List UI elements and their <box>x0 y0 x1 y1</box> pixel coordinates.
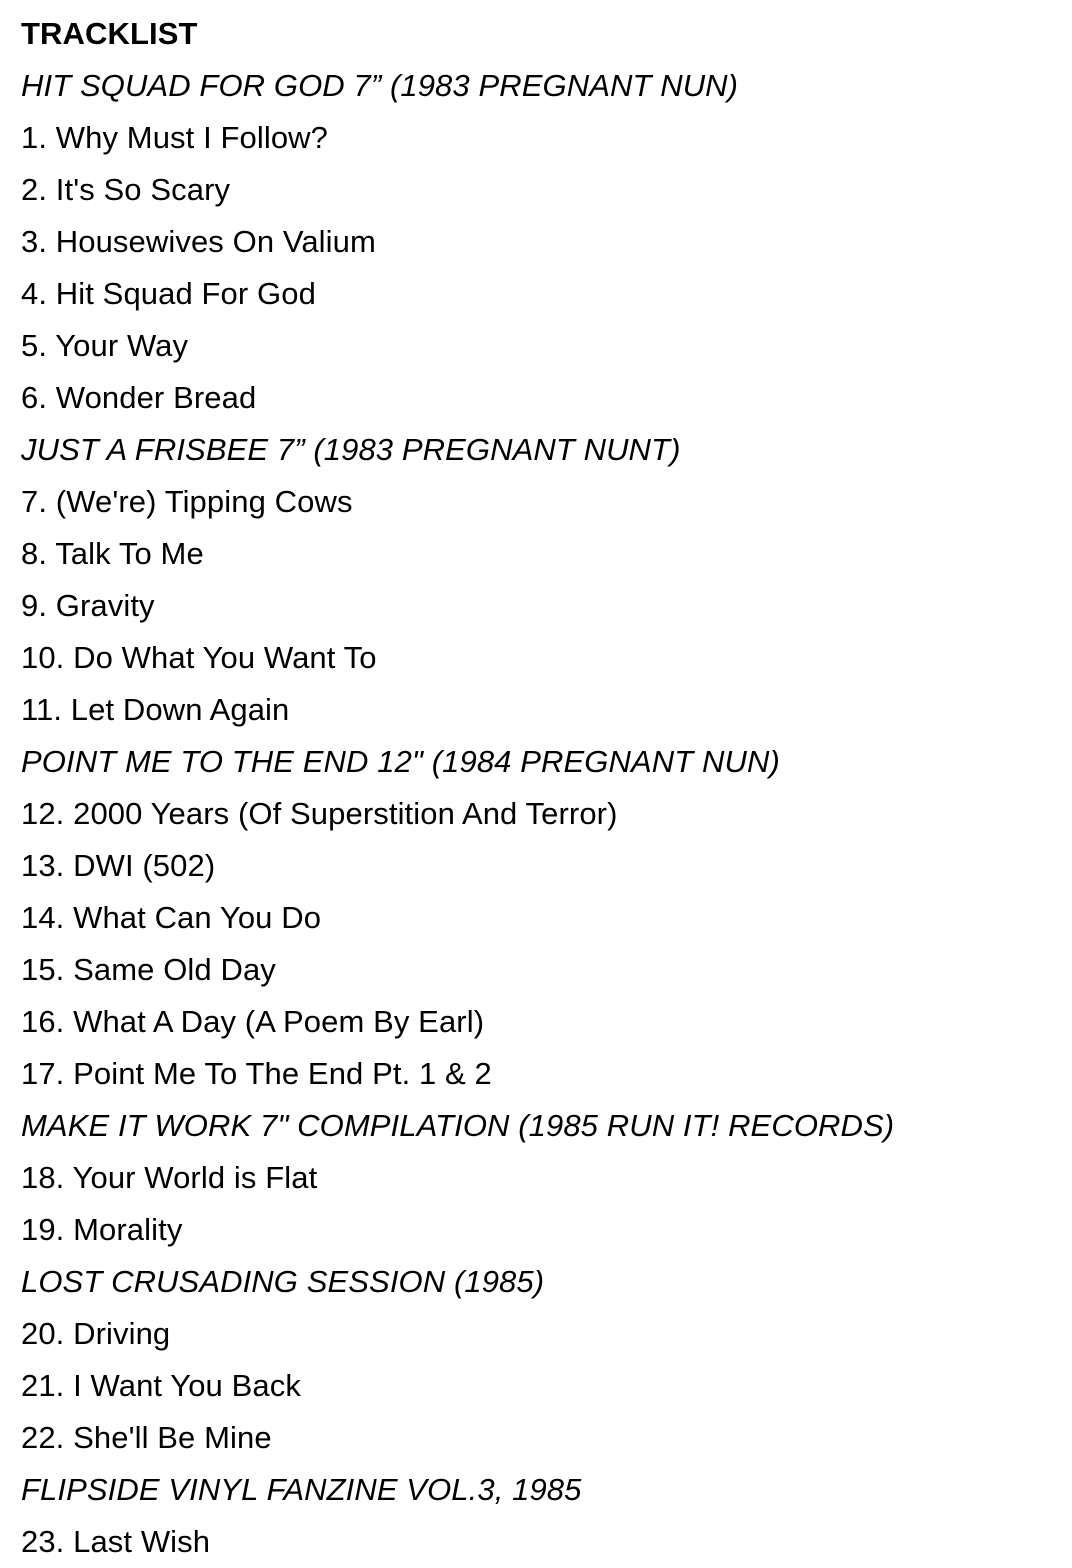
track-item: 20. Driving <box>21 1316 171 1351</box>
track-item: 23. Last Wish <box>21 1524 211 1559</box>
release-header: MAKE IT WORK 7" COMPILATION (1985 RUN IT! RECORDS) <box>21 1108 895 1143</box>
track-item: 17. Point Me To The End Pt. 1 & 2 <box>21 1056 492 1091</box>
track-item: 6. Wonder Bread <box>21 380 257 415</box>
track-item: 1. Why Must I Follow? <box>21 120 329 155</box>
track-item: 10. Do What You Want To <box>21 640 377 675</box>
track-item: 15. Same Old Day <box>21 952 276 987</box>
tracklist-title: TRACKLIST <box>21 16 198 51</box>
track-item: 9. Gravity <box>21 588 155 623</box>
track-item: 2. It's So Scary <box>21 172 231 207</box>
track-item: 3. Housewives On Valium <box>21 224 376 259</box>
track-item: 11. Let Down Again <box>21 692 290 727</box>
release-header: LOST CRUSADING SESSION (1985) <box>21 1264 545 1299</box>
release-header: POINT ME TO THE END 12" (1984 PREGNANT NUN) <box>21 744 780 779</box>
release-header: JUST A FRISBEE 7” (1983 PREGNANT NUNT) <box>21 432 681 467</box>
track-item: 12. 2000 Years (Of Superstition And Terror) <box>21 796 618 831</box>
track-item: 7. (We're) Tipping Cows <box>21 484 353 519</box>
release-header: FLIPSIDE VINYL FANZINE VOL.3, 1985 <box>21 1472 582 1507</box>
release-header: HIT SQUAD FOR GOD 7” (1983 PREGNANT NUN) <box>21 68 739 103</box>
track-item: 21. I Want You Back <box>21 1368 301 1403</box>
tracklist <box>21 60 1056 1568</box>
track-item: 8. Talk To Me <box>21 536 204 571</box>
track-item: 19. Morality <box>21 1212 183 1247</box>
track-item: 5. Your Way <box>21 328 189 363</box>
track-item: 18. Your World is Flat <box>21 1160 318 1195</box>
track-item: 22. She'll Be Mine <box>21 1420 272 1455</box>
track-item: 14. What Can You Do <box>21 900 322 935</box>
track-item: 4. Hit Squad For God <box>21 276 316 311</box>
track-item: 16. What A Day (A Poem By Earl) <box>21 1004 485 1039</box>
track-item: 13. DWI (502) <box>21 848 216 883</box>
